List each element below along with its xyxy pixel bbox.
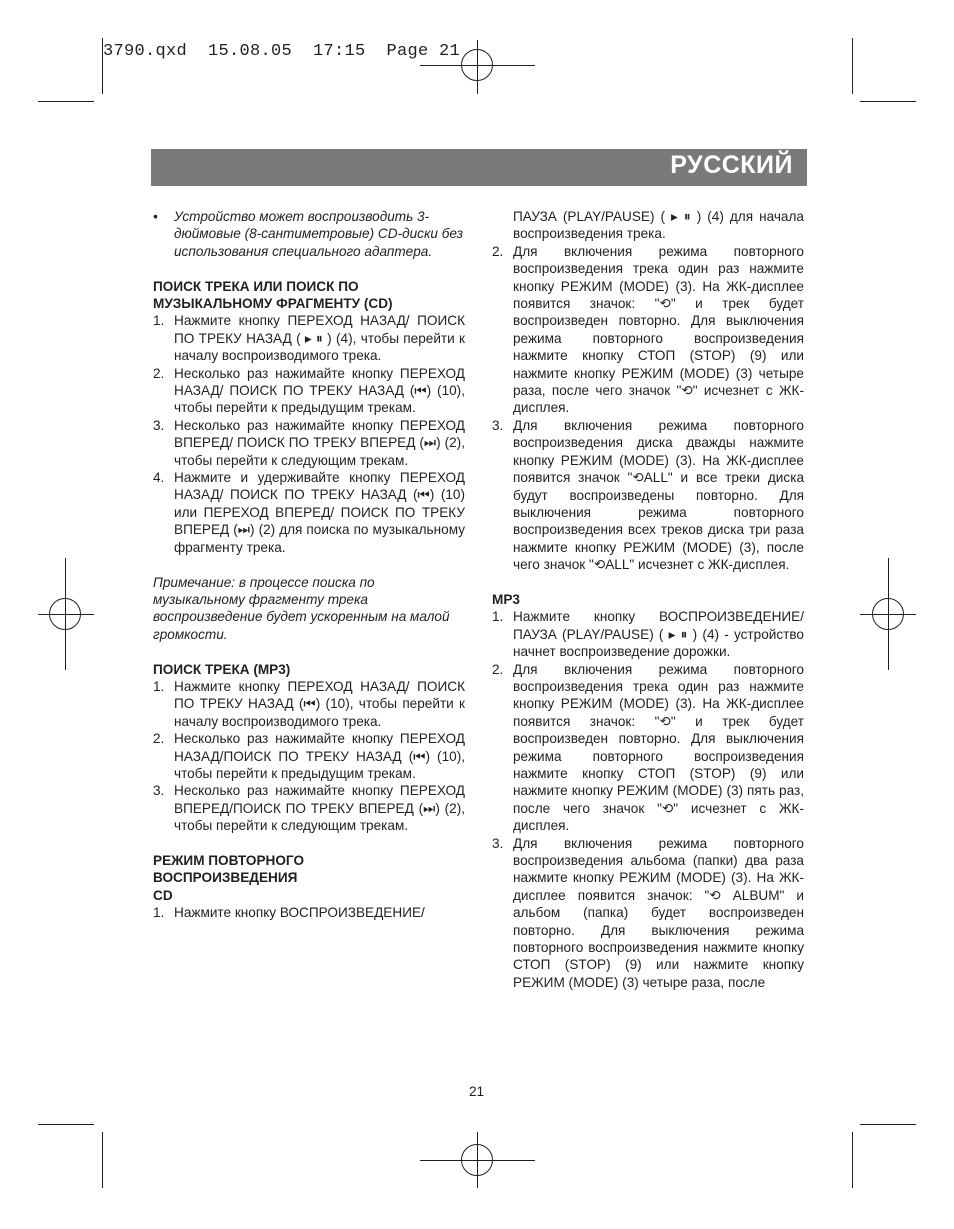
- repeat-cd-steps-start: [153, 904, 465, 921]
- crop-mark-bottom-right-h: [860, 1124, 916, 1125]
- list-item: 2. Для включения режима повторного воспроизведения трека один раз нажмите кнопку РЕЖИМ (MODE) (3). На ЖК-дисплее появится значок: "⟲" и трек будет воспроизведен повторно. Для выключения режима повторного воспроизведения нажмите кнопку СТОП (STOP) (9) или нажмите кнопку РЕЖИМ (MODE) (3) пять раз, после чего значок "⟲" исчезнет с ЖК-дисплея.: [492, 661, 804, 834]
- crop-mark-top-right-v: [852, 38, 853, 94]
- bullet-note: • Устройство может воспроизводить 3-дюймовые (8-сантиметровые) CD-диски без использования специального адаптера.: [153, 208, 465, 260]
- section-heading-mp3-search: ПОИСК ТРЕКА (MP3): [153, 661, 291, 677]
- section-heading-repeat-line1: РЕЖИМ ПОВТОРНОГО: [153, 852, 305, 868]
- crop-mark-bottom-left-v: [102, 1132, 103, 1188]
- mp3-search-steps: [153, 678, 465, 835]
- language-banner: [151, 149, 807, 186]
- crop-mark-top-right-h: [860, 101, 916, 102]
- crop-mark-bottom-left-h: [38, 1124, 94, 1125]
- reg-mark-bottom-circle: [461, 1144, 493, 1176]
- crop-mark-bottom-right-v: [852, 1132, 853, 1188]
- list-item: 3. Для включения режима повторного воспроизведения диска дважды нажмите кнопку РЕЖИМ (MODE) (3). На ЖК-дисплее появится значок "⟲ALL" и все треки диска будут воспроизведены повторно. Для выключения режима повторного воспроизведения всех треков диска три раза нажмите кнопку РЕЖИМ (MODE) (3), после чего значок "⟲ALL" исчезнет с ЖК-дисплея.: [492, 417, 804, 573]
- crop-mark-top-left-v: [102, 38, 103, 94]
- list-item: 1. Нажмите кнопку ПЕРЕХОД НАЗАД/ ПОИСК ПО ТРЕКУ НАЗАД ( ▸ ⏸ ) (4), чтобы перейти к началу воспроизводимого трека.: [153, 313, 465, 364]
- list-item: 1. Нажмите кнопку ВОСПРОИЗВЕДЕНИЕ/: [153, 905, 425, 921]
- reg-mark-top-circle: [461, 49, 493, 81]
- list-item: 2. Несколько раз нажимайте кнопку ПЕРЕХОД НАЗАД/ПОИСК ПО ТРЕКУ НАЗАД (⏮) (10), чтобы перейти к предыдущим трекам.: [153, 731, 465, 781]
- section-heading-cd-search: ПОИСК ТРЕКА ИЛИ ПОИСК ПО МУЗЫКАЛЬНОМУ ФРАГМЕНТУ (CD): [153, 278, 393, 312]
- list-item: 2. Для включения режима повторного воспроизведения трека один раз нажмите кнопку РЕЖИМ (MODE) (3). На ЖК-дисплее появится значок: "⟲" и трек будет воспроизведен повторно. Для выключения режима повторного воспроизведения нажмите кнопку СТОП (STOP) (9) или нажмите кнопку РЕЖИМ (MODE) (3) четыре раза, после чего значок "⟲" исчезнет с ЖК-дисплея.: [492, 243, 804, 416]
- reg-mark-right-circle: [872, 598, 904, 630]
- list-item: 1. Нажмите кнопку ВОСПРОИЗВЕДЕНИЕ/ ПАУЗА (PLAY/PAUSE) ( ▸ ⏸ ) (4) - устройство начнет воспроизведение дорожки.: [492, 609, 804, 660]
- crop-mark-top-left-h: [38, 101, 94, 102]
- list-item: 1. Нажмите кнопку ПЕРЕХОД НАЗАД/ ПОИСК ПО ТРЕКУ НАЗАД (⏮) (10), чтобы перейти к началу воспроизводимого трека.: [153, 678, 465, 729]
- list-item: 3. Для включения режима повторного воспроизведения альбома (папки) два раза нажмите кнопку РЕЖИМ (MODE) (3). На ЖК-дисплее появится значок: "⟲ ALBUM" и альбом (папка) будет воспроизведен повторно. Для выключения режима повторного воспроизведения нажмите кнопку СТОП (STOP) (9) или нажмите кнопку РЕЖИМ (MODE) (3) четыре раза, после: [492, 835, 804, 990]
- list-item: 3. Несколько раз нажимайте кнопку ПЕРЕХОД ВПЕРЕД/ ПОИСК ПО ТРЕКУ ВПЕРЕД (⏭) (2), чтобы перейти к следующим трекам.: [153, 417, 465, 468]
- note-text: Примечание: в процессе поиска по музыкальному фрагменту трека воспроизведение будет ускоренным на малой громкости.: [153, 574, 450, 642]
- reg-mark-left-circle: [49, 598, 81, 630]
- repeat-mp3-steps: [492, 608, 804, 991]
- subheading-cd: CD: [153, 887, 173, 903]
- banner-title: РУССКИЙ: [670, 151, 793, 179]
- page-number: 21: [469, 1084, 485, 1099]
- list-item: 3. Несколько раз нажимайте кнопку ПЕРЕХОД ВПЕРЕД/ПОИСК ПО ТРЕКУ ВПЕРЕД (⏭) (2), чтобы перейти к следующим трекам.: [153, 783, 465, 834]
- cd-search-steps: [153, 312, 465, 556]
- repeat-cd-steps-continued: [492, 208, 804, 574]
- section-heading-repeat-line2: ВОСПРОИЗВЕДЕНИЯ: [153, 870, 298, 886]
- list-item: 4. Нажмите и удерживайте кнопку ПЕРЕХОД НАЗАД/ ПОИСК ПО ТРЕКУ НАЗАД (⏮) (10) или ПЕРЕХОД ВПЕРЕД/ ПОИСК ПО ТРЕКУ ВПЕРЕД (⏭) (2) для поиска по музыкальному фрагменту трека.: [153, 470, 465, 555]
- print-slug: 3790.qxd 15.08.05 17:15 Page 21: [103, 42, 461, 61]
- subheading-mp3: MP3: [492, 591, 520, 607]
- list-item-continued: ПАУЗА (PLAY/PAUSE) ( ▸ ⏸ ) (4) для начала воспроизведения трека.: [513, 209, 804, 242]
- right-column: [492, 208, 804, 991]
- left-column: [153, 208, 465, 922]
- list-item: 2. Несколько раз нажимайте кнопку ПЕРЕХОД НАЗАД/ ПОИСК ПО ТРЕКУ НАЗАД (⏮) (10), чтобы перейти к предыдущим трекам.: [153, 365, 465, 416]
